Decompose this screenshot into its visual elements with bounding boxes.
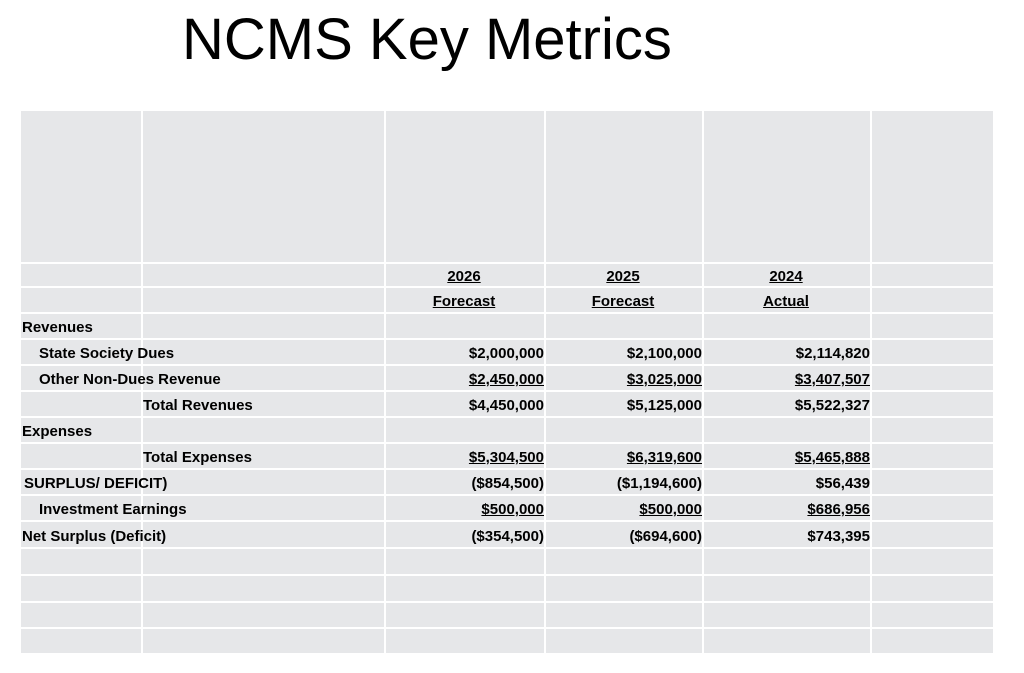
value-2025: $2,100,000 [626, 345, 702, 362]
row-label: Total Revenues [143, 397, 253, 414]
value-2025: $500,000 [639, 501, 702, 518]
header-year-2025: 2025 [606, 268, 640, 285]
metrics-table [21, 111, 993, 653]
value-2024: $56,439 [815, 475, 870, 492]
value-2024: $686,956 [807, 501, 870, 518]
value-2025: $6,319,600 [626, 449, 702, 466]
value-2024: $2,114,820 [795, 345, 870, 362]
row-label: State Society Dues [39, 345, 175, 362]
value-2025: ($694,600) [629, 528, 702, 545]
header-year-2026: 2026 [447, 268, 481, 285]
value-2024: $743,395 [807, 528, 870, 545]
table-row-surplus-deficit [21, 471, 993, 497]
value-2024: $5,522,327 [794, 397, 870, 414]
table-row-total-revenues [21, 393, 993, 419]
row-divider [21, 574, 993, 576]
header-row-types [21, 289, 993, 315]
header-type-2024: Actual [763, 293, 809, 310]
header-row-years [21, 264, 993, 290]
header-year-2024: 2024 [769, 268, 803, 285]
row-divider [21, 601, 993, 603]
page-title: NCMS Key Metrics [182, 7, 672, 72]
row-label: Net Surplus (Deficit) [22, 528, 167, 545]
value-2025: $5,125,000 [626, 397, 702, 414]
value-2026: $2,000,000 [468, 345, 544, 362]
row-label: Investment Earnings [39, 501, 187, 518]
value-2026: ($354,500) [471, 528, 544, 545]
row-divider [21, 627, 993, 629]
row-label: Other Non-Dues Revenue [39, 371, 221, 388]
table-row-investment-earnings [21, 497, 993, 523]
value-2026: ($854,500) [471, 475, 544, 492]
table-row-net-surplus [21, 524, 993, 550]
table-row-other-non-dues [21, 367, 993, 393]
header-type-2026: Forecast [432, 293, 496, 310]
value-2025: ($1,194,600) [616, 475, 702, 492]
value-2024: $3,407,507 [794, 371, 870, 388]
value-2026: $4,450,000 [468, 397, 544, 414]
row-label: Expenses [22, 423, 93, 440]
row-label: Revenues [22, 319, 93, 336]
value-2024: $5,465,888 [794, 449, 870, 466]
value-2026: $5,304,500 [468, 449, 544, 466]
row-label: SURPLUS/ DEFICIT) [24, 475, 168, 492]
value-2026: $500,000 [481, 501, 544, 518]
table-row-state-society-dues [21, 341, 993, 367]
table-row-revenues [21, 315, 993, 341]
value-2026: $2,450,000 [468, 371, 544, 388]
header-type-2025: Forecast [591, 293, 655, 310]
row-label: Total Expenses [143, 449, 252, 466]
value-2025: $3,025,000 [626, 371, 702, 388]
table-row-expenses [21, 419, 993, 445]
table-row-total-expenses [21, 445, 993, 471]
